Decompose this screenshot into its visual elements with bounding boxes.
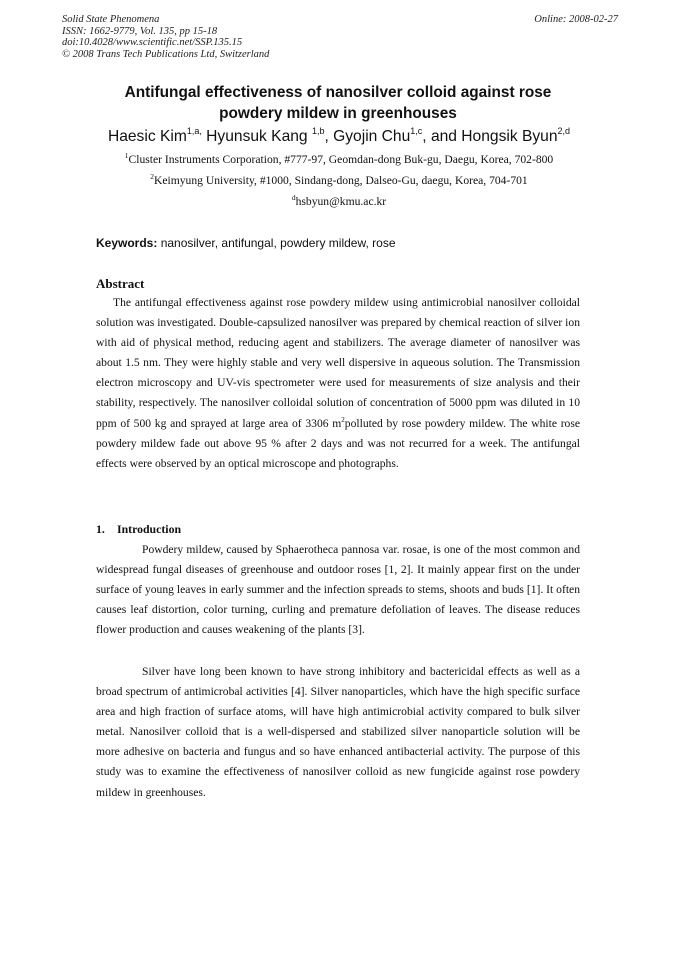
abstract-body-part2: polluted by rose powdery mildew. The white rose powdery mildew fade out above 95 % after 2 days and was not recurred for a week. The antifungal effects were observed by an optical microscope and photographs. bbox=[96, 416, 581, 470]
affiliation-mark: 2 bbox=[150, 172, 154, 181]
area-unit-superscript: 2 bbox=[341, 415, 345, 424]
abstract-heading: Abstract bbox=[96, 276, 145, 291]
corresponding-email bbox=[80, 195, 598, 209]
author-name: Gyojin Chu bbox=[333, 128, 411, 145]
author-affiliation-mark: 2,d bbox=[557, 126, 571, 136]
author-separator: , and bbox=[422, 128, 462, 145]
abstract-text bbox=[96, 293, 580, 474]
author-list bbox=[90, 126, 588, 148]
author-name: Haesic Kim bbox=[107, 128, 187, 145]
introduction-heading bbox=[96, 521, 181, 537]
email-mark: d bbox=[291, 193, 296, 202]
affiliation-2 bbox=[80, 174, 598, 188]
keywords-label: Keywords: bbox=[96, 236, 158, 250]
journal-name: Solid State Phenomena bbox=[62, 14, 160, 25]
author-separator: , bbox=[324, 128, 334, 145]
copyright-line: © 2008 Trans Tech Publications Ltd, Switzerland bbox=[62, 48, 270, 60]
keywords bbox=[96, 235, 580, 251]
author-affiliation-mark: 1,a, bbox=[186, 126, 202, 136]
doi-line: doi:10.4028/www.scientific.net/SSP.135.15 bbox=[62, 37, 243, 49]
title-line-1: Antifungal effectiveness of nanosilver colloid against rose bbox=[124, 84, 552, 101]
affiliation-text: Cluster Instruments Corporation, #777-97, Geomdan-dong Buk-gu, Daegu, Korea, 702-800 bbox=[128, 153, 554, 166]
email-address: hsbyun@kmu.ac.kr bbox=[295, 195, 387, 208]
affiliation-1 bbox=[80, 153, 598, 167]
issn-line: ISSN: 1662-9779, Vol. 135, pp 15-18 bbox=[62, 25, 218, 37]
introduction-paragraph-2: Silver have long been known to have strong inhibitory and bactericidal effects as well as a broad spectrum of antimicrobal activities [4]. Silver nanoparticles, which have the high specific surface area and high fraction of surface atoms, will have high antimicrobial activity compared to bulk silver metal. Nanosilver colloid that is a well-dispersed and stabilized silver nanoparticle solution will be more adhesive on bacteria and fungus and so have enhanced antibacterial activity. The purpose of this study was to examine the effectiveness of nanosilver colloid as new fungicide against rose powdery mildew in greenhouses. bbox=[96, 665, 580, 799]
author-affiliation-mark: 1,c bbox=[410, 126, 423, 136]
author-affiliation-mark: 1,b bbox=[311, 126, 325, 136]
section-number: 1. bbox=[96, 522, 105, 536]
abstract-body-part1: The antifungal effectiveness against rose powdery mildew using antimicrobial nanosilver colloidal solution was investigated. Double-capsulized nanosilver was prepared by chemical reaction of silver ion with aid of physical method, reducing agent and stabilizers. The average diameter of nanosilver was about 1.5 nm. They were highly stable and very well dispersive in aqueous solution. The Transmission electron microscopy and UV-vis spectrometer were used for measurements of size analysis and their stability, respectively. The nanosilver colloidal solution of concentration of 5000 ppm was diluted in 10 ppm of 500 kg and sprayed at large area of 3306 m bbox=[96, 296, 580, 430]
introduction-paragraph-1: Powdery mildew, caused by Sphaerotheca pannosa var. rosae, is one of the most common and widespread fungal diseases of greenhouse and outdoor roses [1, 2]. It mainly appear first on the under surface of young leaves in early summer and the infection spreads to stems, shoots and buds [1]. It often causes leaf distortion, color turning, curling and premature defoliation of leaves. The disease reduces flower production and causes weakening of the plants [3]. bbox=[96, 543, 580, 637]
online-date: Online: 2008-02-27 bbox=[534, 14, 618, 25]
author-name: Hyunsuk Kang bbox=[206, 128, 312, 145]
section-title: Introduction bbox=[117, 522, 182, 536]
affiliation-text: Keimyung University, #1000, Sindang-dong, Dalseo-Gu, daegu, Korea, 704-701 bbox=[154, 174, 528, 187]
affiliation-mark: 1 bbox=[124, 151, 129, 160]
keywords-text: nanosilver, antifungal, powdery mildew, rose bbox=[157, 236, 396, 250]
journal-header bbox=[62, 14, 618, 60]
title-line-2: powdery mildew in greenhouses bbox=[219, 105, 457, 122]
author-name: Hongsik Byun bbox=[461, 128, 558, 145]
paper-title bbox=[96, 82, 580, 124]
